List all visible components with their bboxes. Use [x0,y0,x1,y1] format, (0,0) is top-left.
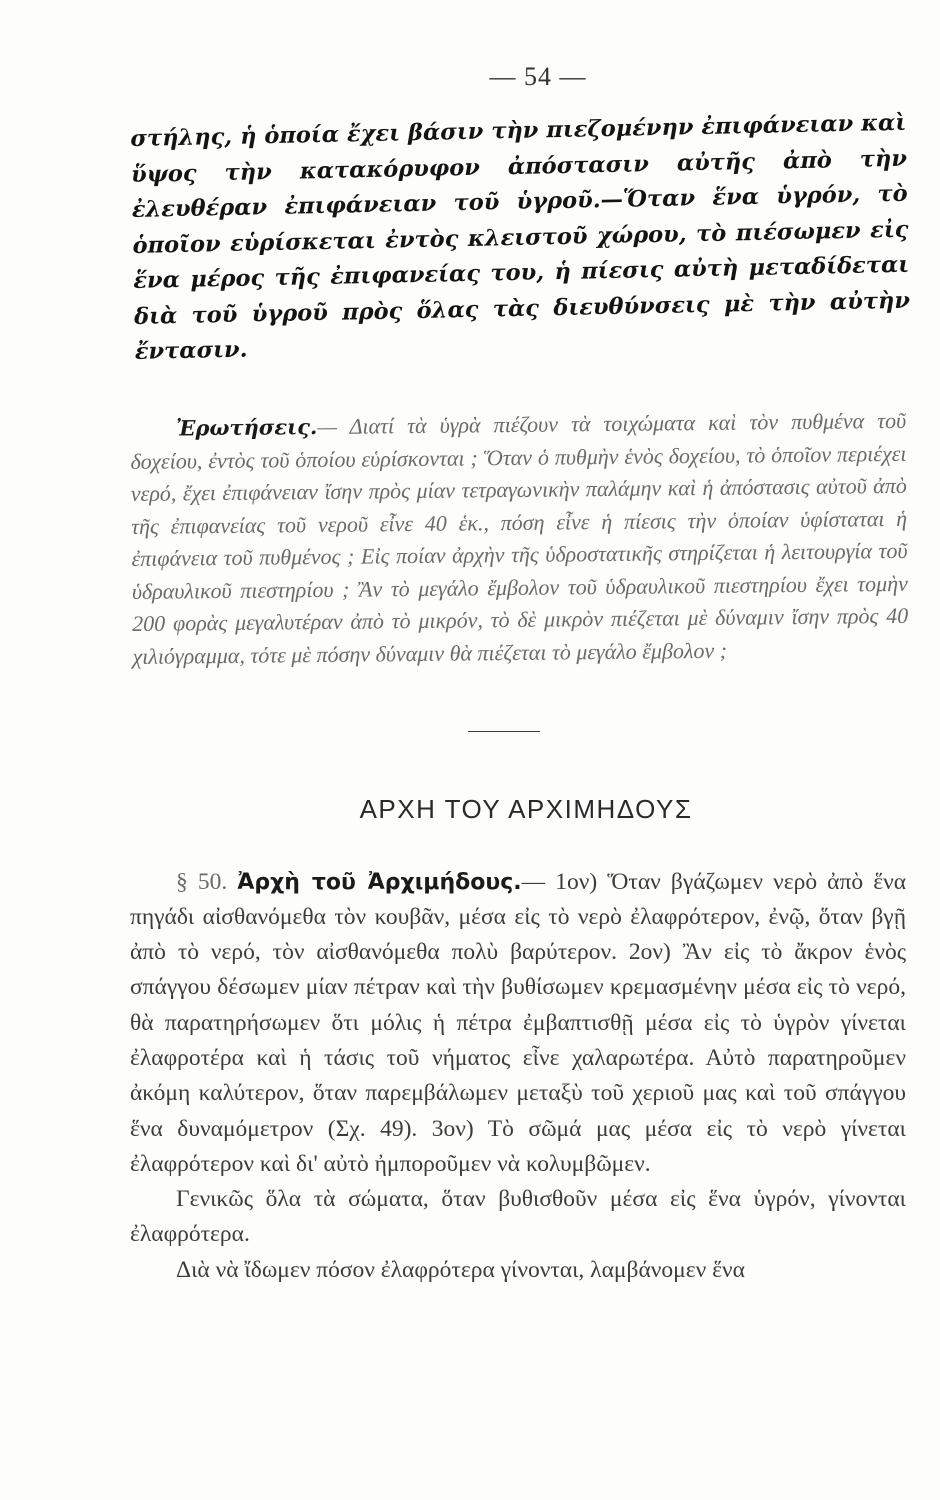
questions-paragraph [130,404,909,672]
archimedes-paragraph-2: Γενικῶς ὅλα τὰ σώματα, ὅταν βυθισθοῦν μέσα εἰς ἕνα ὑγρόν, γίνονται ἐλαφρότερα. [130,1186,906,1248]
archimedes-paragraph-1 [130,865,906,1183]
questions-text: — Διατί τὰ ὑγρὰ πιέζουν τὰ τοιχώματα καὶ τὸν πυθμένα τοῦ δοχείου, ἐντὸς τοῦ ὁποίου εὑρίσκονται ; Ὅταν ὁ πυθμὴν ἑνὸς δοχείου, τὸ ὁποῖον περιέχει νερό, ἔχει ἐπιφάνειαν ἴσην πρὸς μίαν τετραγωνικὴν παλάμην καὶ ἡ ἀπόστασις αὐτοῦ ἀπὸ τῆς ἐπιφανείας τοῦ νεροῦ εἶνε 40 ἑκ., πόση εἶνε ἡ πίεσις τὴν ὁποίαν ὑφίσταται ἡ ἐπιφάνεια τοῦ πυθμένος ; Εἰς ποίαν ἀρχὴν τῆς ὑδροστατικῆς στηρίζεται ἡ λειτουργία τοῦ ὑδραυλικοῦ πιεστηρίου ; Ἂν τὸ μεγάλο ἔμβολον τοῦ ὑδραυλικοῦ πιεστηρίου ἔχει τομὴν 200 φορὰς μεγαλυτέραν ἀπὸ τὸ μικρόν, τὸ δὲ μικρὸν πιέζεται μὲ δύναμιν ἴσην πρὸς 40 χιλιόγραμμα, τότε μὲ πόσην δύναμιν θὰ πιέζεται τὸ μεγάλο ἔμβολον ; [130,407,909,668]
section-number: § 50. [176,868,228,895]
archimedes-text-1: — 1ον) Ὅταν βγάζωμεν νερὸ ἀπὸ ἕνα πηγάδι αἰσθανόμεθα τὸν κουβᾶν, μέσα εἰς τὸ νερὸ ἐλαφρότερον, ἐνῷ, ὅταν βγῇ ἀπὸ τὸ νερό, τὸν αἰσθανόμεθα πολὺ βαρύτερον. 2ον) Ἂν εἰς τὸ ἄκρον ἑνὸς σπάγγου δέσωμεν μίαν πέτραν καὶ τὴν βυθίσωμεν κρεμασμένην μέσα εἰς τὸ νερό, θὰ παρατηρήσωμεν ὅτι μόλις ἡ πέτρα ἐμβαπτισθῇ μέσα εἰς τὸ ὑγρὸν γίνεται ἐλαφροτέρα καὶ ἡ τάσις τοῦ νήματος εἶνε χαλαρωτέρα. Αὐτὸ παρατηροῦμεν ἀκόμη καλύτερον, ὅταν παρεμβάλωμεν μεταξὺ τοῦ χεριοῦ μας καὶ τοῦ σπάγγου ἕνα δυναμόμετρον (Σχ. 49). 3ον) Τὸ σῶμά μας μέσα εἰς τὸ νερὸ γίνεται ἐλαφρότερον καὶ δι' αὐτὸ ἠμποροῦμεν νὰ κολυμβῶμεν. [130,868,907,1177]
questions-label: Ἐρωτήσεις. [176,413,318,441]
section-divider [468,731,540,732]
page-number: — 54 — [489,62,587,91]
paragraph-hydrostatic-pressure: στήλης, ἡ ὁποία ἔχει βάσιν τὴν πιεζομένην ἐπιφάνειαν καὶ ὕψος τὴν κατακόρυφον ἀπόστασιν αὐτῆς ἀπὸ τὴν ἐλευθέραν ἐπιφάνειαν τοῦ ὑγροῦ.—Ὅταν ἕνα ὑγρόν, τὸ ὁποῖον εὑρίσκεται ἐντὸς κλειστοῦ χώρου, τὸ πιέσωμεν εἰς ἕνα μέρος τῆς ἐπιφανείας του, ἡ πίεσις αὐτὴ μεταδίδεται διὰ τοῦ ὑγροῦ πρὸς ὅλας τὰς διευθύνσεις μὲ τὴν αὐτὴν ἔντασιν. [130,109,911,365]
archimedes-paragraph-3: Διὰ νὰ ἴδωμεν πόσον ἐλαφρότερα γίνονται, λαμβάνομεν ἕνα [176,1256,745,1283]
section-heading: ΑΡΧΗ ΤΟΥ ΑΡΧΙΜΗΔΟΥΣ [359,793,693,824]
section-title: Ἀρχὴ τοῦ Ἀρχιμήδους. [237,869,522,895]
